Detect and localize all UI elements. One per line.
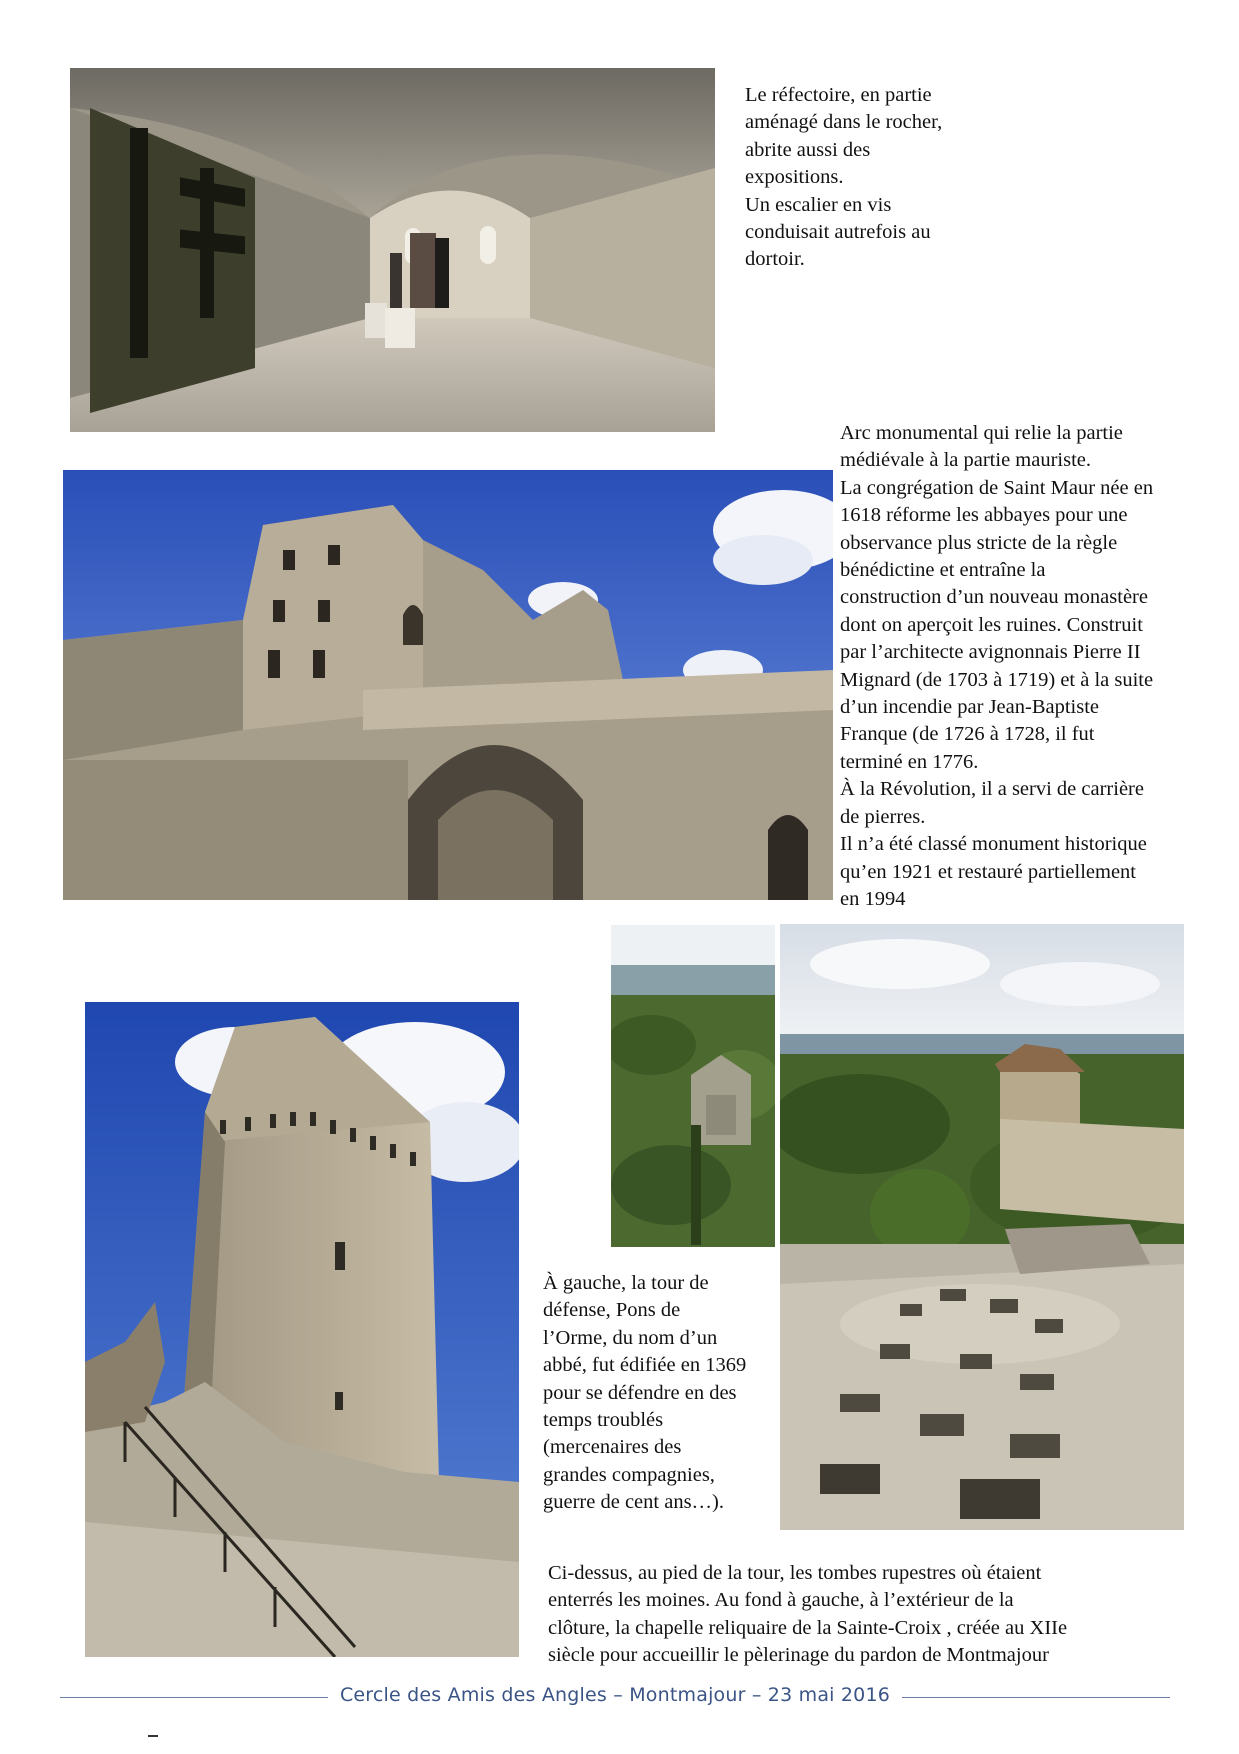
- caption-line: dortoir.: [745, 248, 805, 271]
- chapel-photo: [611, 925, 775, 1247]
- caption-line: siècle pour accueillir le pèlerinage du pardon de Montmajour: [548, 1644, 1049, 1667]
- tombs-photo: [780, 924, 1184, 1530]
- caption-line: enterrés les moines. Au fond à gauche, à l’extérieur de la: [548, 1589, 1014, 1612]
- caption-line: Ci-dessus, au pied de la tour, les tombes rupestres où étaient: [548, 1562, 1042, 1584]
- caption-line: temps troublés: [543, 1409, 664, 1432]
- caption-line: observance plus stricte de la règle: [840, 531, 1118, 554]
- caption-line: de pierres.: [840, 805, 926, 828]
- page-number-mark: [148, 1735, 158, 1737]
- caption-line: expositions.: [745, 166, 844, 189]
- caption-line: en 1994: [840, 887, 906, 910]
- tower-photo: [85, 1002, 519, 1657]
- tower-caption: [543, 1270, 746, 1517]
- footer-text: Cercle des Amis des Angles – Montmajour – 23 mai 2016: [328, 1684, 902, 1706]
- caption-line: l’Orme, du nom d’un: [543, 1326, 718, 1349]
- caption-line: À la Révolution, il a servi de carrière: [840, 778, 1144, 801]
- caption-line: Franque (de 1726 à 1728, il fut: [840, 723, 1095, 746]
- caption-line: médiévale à la partie mauriste.: [840, 449, 1092, 472]
- caption-line: aménagé dans le rocher,: [745, 111, 943, 134]
- page-footer: [60, 1682, 1170, 1712]
- caption-line: dont on aperçoit les ruines. Construit: [840, 613, 1143, 636]
- caption-line: Le réfectoire, en partie: [745, 84, 932, 106]
- caption-line: (mercenaires des: [543, 1436, 682, 1459]
- caption-line: défense, Pons de: [543, 1299, 681, 1322]
- caption-line: À gauche, la tour de: [543, 1272, 709, 1294]
- caption-line: abrite aussi des: [745, 138, 871, 161]
- caption-line: pour se défendre en des: [543, 1381, 737, 1404]
- tombs-caption: [548, 1560, 1067, 1670]
- caption-line: qu’en 1921 et restauré partiellement: [840, 860, 1136, 883]
- refectory-photo: [70, 68, 715, 432]
- caption-line: Un escalier en vis: [745, 193, 892, 216]
- caption-line: bénédictine et entraîne la: [840, 559, 1046, 582]
- refectory-caption: [745, 82, 942, 274]
- arch-photo: [63, 470, 833, 900]
- arch-caption: [840, 420, 1153, 913]
- caption-line: Arc monumental qui relie la partie: [840, 422, 1123, 444]
- caption-line: Mignard (de 1703 à 1719) et à la suite: [840, 668, 1154, 691]
- caption-line: par l’architecte avignonnais Pierre II: [840, 641, 1141, 664]
- caption-line: La congrégation de Saint Maur née en: [840, 476, 1154, 499]
- caption-line: terminé en 1776.: [840, 750, 979, 773]
- caption-line: Il n’a été classé monument historique: [840, 833, 1147, 856]
- caption-line: grandes compagnies,: [543, 1463, 715, 1486]
- caption-line: abbé, fut édifiée en 1369: [543, 1354, 747, 1377]
- caption-line: clôture, la chapelle reliquaire de la Sainte-Croix , créée au XIIe: [548, 1616, 1068, 1639]
- caption-line: d’un incendie par Jean-Baptiste: [840, 696, 1100, 719]
- caption-line: conduisait autrefois au: [745, 221, 931, 244]
- caption-line: guerre de cent ans…).: [543, 1491, 724, 1514]
- caption-line: 1618 réforme les abbayes pour une: [840, 504, 1128, 527]
- caption-line: construction d’un nouveau monastère: [840, 586, 1148, 609]
